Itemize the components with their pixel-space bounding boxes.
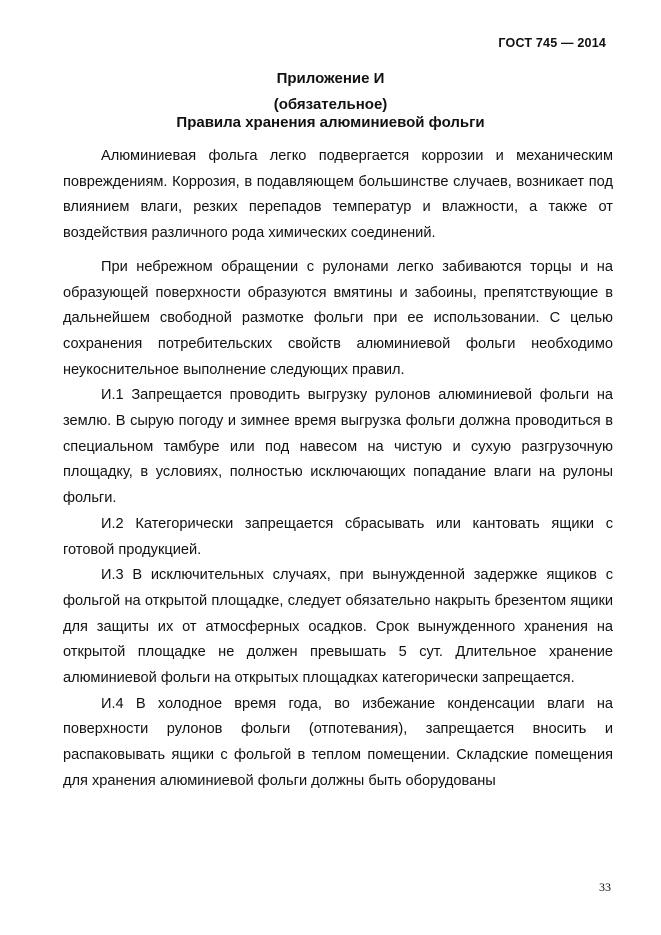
appendix-status: (обязательное) (273, 96, 388, 113)
paragraph-rule-i4: И.4 В холодное время года, во избежание конденсации влаги на поверхности рулонов фольги (отпотевания), запрещается вносить и распаковывать ящики с фольгой в теплом помещении. Складские помещения для хранения алюминиевой фольги должны быть оборудованы (63, 695, 613, 789)
paragraph-rule-i2: И.2 Категорически запрещается сбрасывать или кантовать ящики с готовой продукцией. (63, 515, 613, 558)
paragraph-intro: Алюминиевая фольга легко подвергается коррозии и механическим повреждениям. Коррозия, в подавляющем большинстве случаев, возникает под влиянием влаги, резких перепадов температур и влажности, а также от воздействия различного рода химических соединений. (63, 148, 613, 242)
document-body (63, 144, 613, 795)
appendix-title: Приложение И (276, 70, 385, 87)
paragraph-handling: При небрежном обращении с рулонами легко забиваются торцы и на образующей поверхности образуются вмятины и забоины, препятствующие в дальнейшем свободной размотке фольги при ее использовании. С целью сохранения потребительских свойств алюминиевой фольги необходимо неукоснительное выполнение следующих правил. (63, 258, 613, 378)
appendix-heading: Правила хранения алюминиевой фольги (176, 114, 485, 131)
paragraph-rule-i3: И.3 В исключительных случаях, при вынужденной задержке ящиков с фольгой на открытой площадке, следует обязательно накрыть брезентом ящики для защиты их от атмосферных осадков. Срок вынужденного хранения на открытой площадке не должен превышать 5 сут. Длительное хранение алюминиевой фольги на открытых площадках категорически запрещается. (63, 567, 613, 687)
page-number: 33 (599, 880, 611, 894)
document-header-standard: ГОСТ 745 — 2014 (498, 36, 606, 50)
paragraph-rule-i1: И.1 Запрещается проводить выгрузку рулонов алюминиевой фольги на землю. В сырую погоду и зимнее время выгрузка фольги должна проводиться в специальном тамбуре или под навесом на чистую и сухую разгрузочную площадку, в условиях, полностью исключающих попадание влаги на рулоны фольги. (63, 387, 613, 507)
